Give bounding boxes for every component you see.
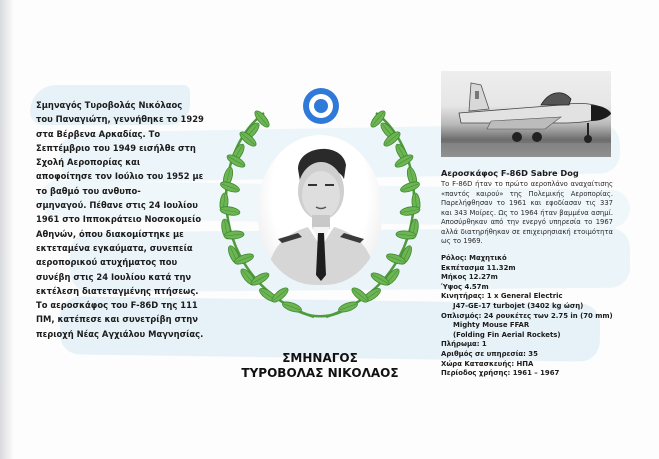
- aircraft-specs: [441, 254, 641, 379]
- spec-armament: Οπλισμός: 24 ρουκέτες των 2.75 in (70 mm): [441, 311, 613, 320]
- pilot-portrait: [258, 135, 382, 285]
- biography-text: [36, 98, 216, 341]
- f86d-jet-icon: [441, 71, 611, 157]
- bio-line: σμηναγού. Πέθανε στις 24 Ιουλίου: [36, 200, 198, 211]
- rank-label: ΣΜΗΝΑΓΟΣ: [282, 351, 358, 365]
- bio-line: Σεπτέμβριο του 1949 εισήλθε στη: [36, 142, 196, 153]
- portrait-silhouette-icon: [258, 135, 382, 285]
- bio-line: του Παναγιώτη, γεννήθηκε το 1929: [36, 114, 204, 125]
- spec-service-period: Περίοδος χρήσης: 1961 – 1967: [441, 369, 560, 378]
- spec-wingspan: Εκπέτασμα 11.32m: [441, 263, 516, 272]
- spec-country: Χώρα Κατασκευής: ΗΠΑ: [441, 359, 534, 368]
- spec-armament-detail: Mighty Mouse FFAR: [453, 321, 530, 330]
- pilot-name: ΤΥΡΟΒΟΛΑΣ ΝΙΚΟΛΑΟΣ: [241, 366, 399, 380]
- bio-line: Το αεροσκάφος του F-86D της 111: [36, 300, 198, 311]
- bio-line: στα Βέρβενα Αρκαδίας. Το: [36, 128, 161, 139]
- spec-height: Ύψος 4.57m: [441, 282, 489, 291]
- aircraft-description: Το F-86D ήταν το πρώτο αεροπλάνο αναχαίτισης «παντός καιρού» της Πολεμικής Αεροπορίας. Παρελήφθησαν το 1961 και εφοδίασαν τις 337 και 343 Μοίρες. Ως το 1964 ήταν βαμμένα ασημί. Αποσύρθηκαν από την ενεργό υπηρεσία το 1967 αλλά διατηρήθηκαν σε επιχειρησιακή ετοιμότητα ως το 1969.: [441, 180, 613, 245]
- page-edge-shadow: [0, 0, 14, 459]
- spec-length: Μήκος 12.27m: [441, 273, 498, 282]
- spec-engine: Κινητήρας: 1 x General Electric: [441, 292, 563, 301]
- bio-line: Σχολή Αεροπορίας και: [36, 157, 141, 168]
- memorial-name-plate: [230, 351, 410, 381]
- bio-line: εκτέλεση διατεταγμένης πτήσεως.: [36, 285, 199, 296]
- bio-line: εκτεταμένα εγκαύματα, συνεπεία: [36, 242, 193, 253]
- bio-line: 1961 στο Ιπποκράτειο Νοσοκομείο: [36, 214, 202, 225]
- spec-crew: Πλήρωμα: 1: [441, 340, 487, 349]
- bio-line: ΠΜ, κατέπεσε και συνετρίβη στην: [36, 314, 198, 325]
- aircraft-photo: [441, 71, 611, 157]
- bio-line: αεροπορικού ατυχήματος που: [36, 257, 178, 268]
- bio-line: το βαθμό του ανθυπο-: [36, 185, 141, 196]
- spec-armament-detail: (Folding Fin Aerial Rockets): [453, 330, 561, 339]
- bio-line: Αθηνών, όπου διακομίστηκε με: [36, 228, 184, 239]
- aircraft-title: Αεροσκάφος F-86D Sabre Dog: [441, 168, 579, 178]
- spec-engine-detail: J47-GE-17 turbojet (3402 kg ώση): [453, 301, 584, 310]
- bio-line: συνέβη στις 24 Ιουλίου κατά την: [36, 271, 192, 282]
- spec-number-in-service: Αριθμός σε υπηρεσία: 35: [441, 349, 538, 358]
- bio-line: περιοχή Νέας Αγχιάλου Μαγνησίας.: [36, 328, 204, 339]
- bio-line: Σμηναγός Τυροβολάς Νικόλαος: [36, 100, 183, 110]
- spec-role: Ρόλος: Μαχητικό: [441, 254, 507, 262]
- bio-line: αποφοίτησε τον Ιούλιο του 1952 με: [36, 171, 204, 182]
